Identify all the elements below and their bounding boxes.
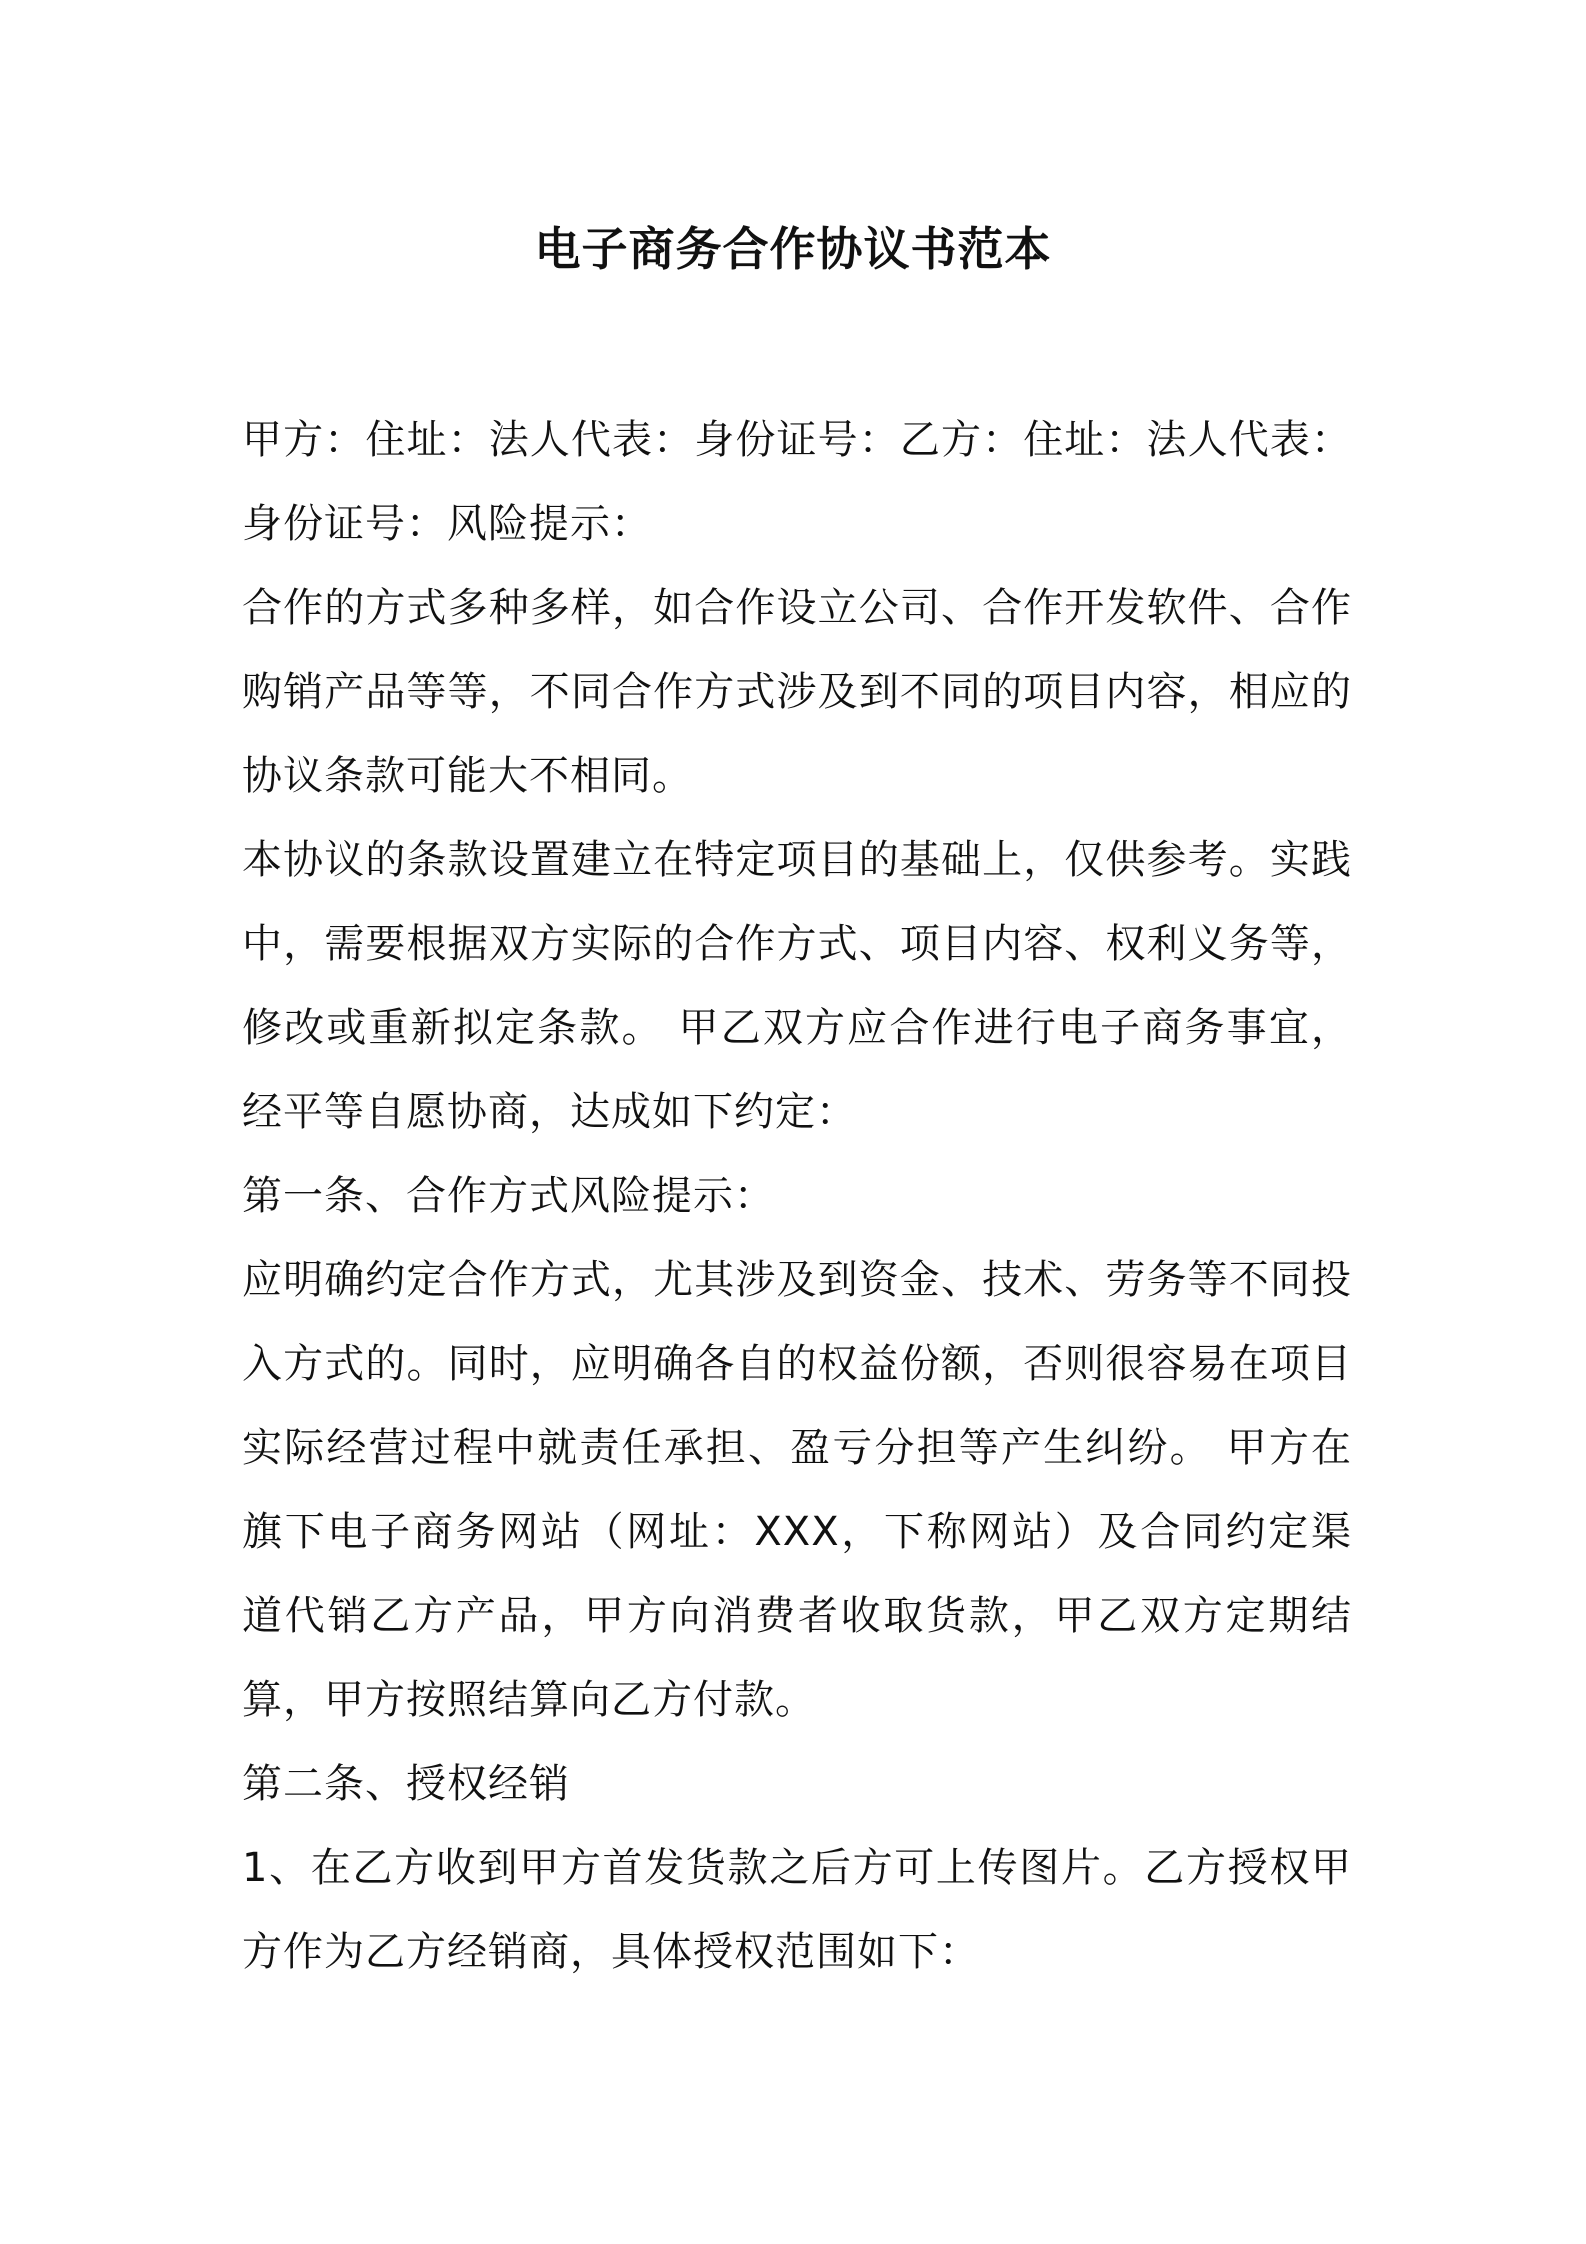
party-info-paragraph: 甲方：住址：法人代表：身份证号：乙方：住址：法人代表：身份证号：风险提示：: [242, 417, 1352, 547]
document-title: 电子商务合作协议书范本: [534, 222, 1052, 276]
reference-note-paragraph: 本协议的条款设置建立在特定项目的基础上，仅供参考。实践中，需要根据双方实际的合作方式、项目内容、权利义务等，修改或重新拟定条款。 甲乙双方应合作进行电子商务事宜，经平等自愿协商，达成如下约定：: [242, 837, 1352, 1135]
document-body: [242, 398, 1352, 1994]
article-one-paragraph: 应明确约定合作方式，尤其涉及到资金、技术、劳务等不同投入方式的。同时，应明确各自的权益份额，否则很容易在项目实际经营过程中就责任承担、盈亏分担等产生纠纷。 甲方在旗下电子商务网站（网址：XXX，下称网站）及合同约定渠道代销乙方产品，甲方向消费者收取货款，甲乙双方定期结算，甲方按照结算向乙方付款。: [242, 1257, 1352, 1723]
cooperation-methods-paragraph: 合作的方式多种多样，如合作设立公司、合作开发软件、合作购销产品等等，不同合作方式涉及到不同的项目内容，相应的协议条款可能大不相同。: [242, 585, 1352, 799]
article-two-clause-one: 1、在乙方收到甲方首发货款之后方可上传图片。乙方授权甲方作为乙方经销商，具体授权范围如下：: [242, 1845, 1352, 1975]
article-two-heading: 第二条、授权经销: [242, 1761, 570, 1807]
article-one-heading: 第一条、合作方式风险提示：: [242, 1173, 775, 1219]
